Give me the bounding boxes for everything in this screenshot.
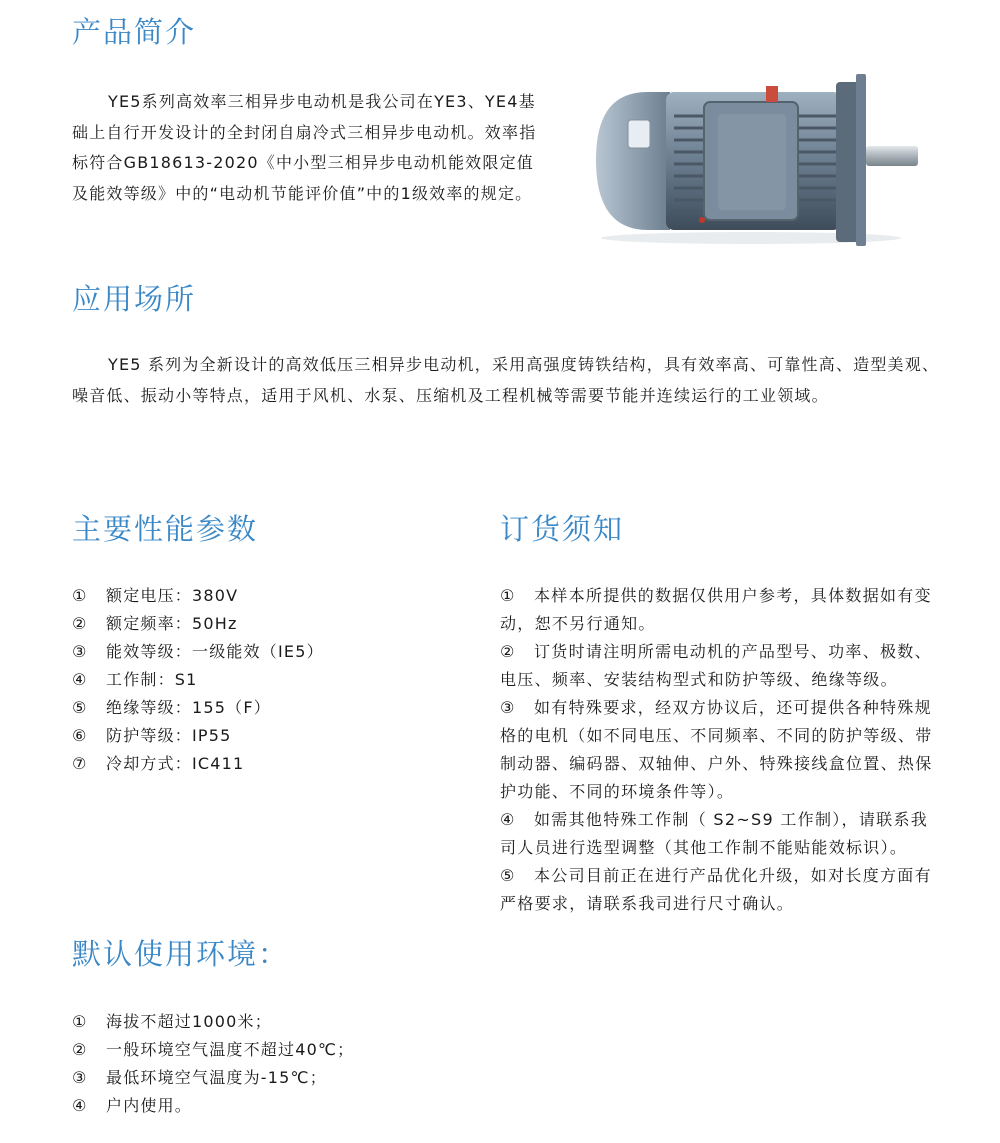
list-item bbox=[72, 722, 324, 750]
specs-list bbox=[72, 582, 324, 778]
motor-photo bbox=[586, 70, 922, 248]
list-text: 冷却方式：IC411 bbox=[106, 754, 245, 773]
list-text: 本公司目前正在进行产品优化升级，如对长度方面有严格要求，请联系我司进行尺寸确认。 bbox=[500, 866, 932, 913]
list-item bbox=[72, 666, 324, 694]
list-number: ③ bbox=[72, 1068, 88, 1087]
intro-heading: 产品简介 bbox=[72, 15, 197, 49]
list-item bbox=[72, 1008, 354, 1036]
list-text: 防护等级：IP55 bbox=[106, 726, 232, 745]
list-number: ③ bbox=[500, 698, 516, 717]
list-item bbox=[500, 806, 940, 862]
list-text: 额定频率：50Hz bbox=[106, 614, 238, 633]
list-item bbox=[72, 1036, 354, 1064]
list-number: ① bbox=[72, 1012, 88, 1031]
list-item bbox=[72, 610, 324, 638]
list-text: 户内使用。 bbox=[106, 1096, 193, 1115]
ordering-list bbox=[500, 582, 940, 918]
list-number: ⑤ bbox=[72, 698, 88, 717]
list-text: 本样本所提供的数据仅供用户参考，具体数据如有变动，恕不另行通知。 bbox=[500, 586, 932, 633]
environment-list bbox=[72, 1008, 354, 1120]
specs-heading: 主要性能参数 bbox=[72, 512, 259, 546]
list-text: 工作制：S1 bbox=[106, 670, 198, 689]
intro-text: YE5系列高效率三相异步电动机是我公司在YE3、YE4基础上自行开发设计的全封闭自扇冷式三相异步电动机。效率指标符合GB18613-2020《中小型三相异步电动机能效限定值及能效等级》中的“电动机节能评价值”中的1级效率的规定。 bbox=[72, 92, 537, 203]
list-item bbox=[72, 750, 324, 778]
list-text: 海拔不超过1000米； bbox=[106, 1012, 272, 1031]
application-text: YE5 系列为全新设计的高效低压三相异步电动机，采用高强度铸铁结构，具有效率高、可靠性高、造型美观、噪音低、振动小等特点，适用于风机、水泵、压缩机及工程机械等需要节能并连续运行的工业领域。 bbox=[72, 355, 940, 405]
list-text: 如有特殊要求，经双方协议后，还可提供各种特殊规格的电机（如不同电压、不同频率、不同的防护等级、带制动器、编码器、双轴伸、户外、特殊接线盒位置、热保护功能、不同的环境条件等）。 bbox=[500, 698, 933, 801]
list-item bbox=[500, 638, 940, 694]
environment-heading: 默认使用环境： bbox=[72, 937, 290, 971]
list-number: ④ bbox=[72, 670, 88, 689]
list-number: ① bbox=[500, 586, 516, 605]
list-text: 最低环境空气温度为-15℃； bbox=[106, 1068, 327, 1087]
list-number: ⑦ bbox=[72, 754, 88, 773]
list-item bbox=[72, 1092, 354, 1120]
list-text: 能效等级：一级能效（IE5） bbox=[106, 642, 324, 661]
list-number: ④ bbox=[72, 1096, 88, 1115]
list-item bbox=[72, 694, 324, 722]
list-number: ① bbox=[72, 586, 88, 605]
list-number: ④ bbox=[500, 810, 516, 829]
list-text: 订货时请注明所需电动机的产品型号、功率、极数、电压、频率、安装结构型式和防护等级、绝缘等级。 bbox=[500, 642, 932, 689]
list-number: ⑤ bbox=[500, 866, 516, 885]
list-text: 绝缘等级：155（F） bbox=[106, 698, 271, 717]
ordering-heading: 订货须知 bbox=[500, 512, 625, 546]
list-text: 额定电压：380V bbox=[106, 586, 239, 605]
list-item bbox=[72, 638, 324, 666]
list-item bbox=[500, 862, 940, 918]
application-heading: 应用场所 bbox=[72, 282, 197, 316]
list-item bbox=[72, 1064, 354, 1092]
list-number: ② bbox=[500, 642, 516, 661]
list-text: 如需其他特殊工作制（ S2~S9 工作制），请联系我司人员进行选型调整（其他工作制不能贴能效标识）。 bbox=[500, 810, 929, 857]
list-item bbox=[500, 582, 940, 638]
list-number: ③ bbox=[72, 642, 88, 661]
list-number: ⑥ bbox=[72, 726, 88, 745]
list-item bbox=[72, 582, 324, 610]
list-item bbox=[500, 694, 940, 806]
list-number: ② bbox=[72, 614, 88, 633]
list-text: 一般环境空气温度不超过40℃； bbox=[106, 1040, 355, 1059]
list-number: ② bbox=[72, 1040, 88, 1059]
